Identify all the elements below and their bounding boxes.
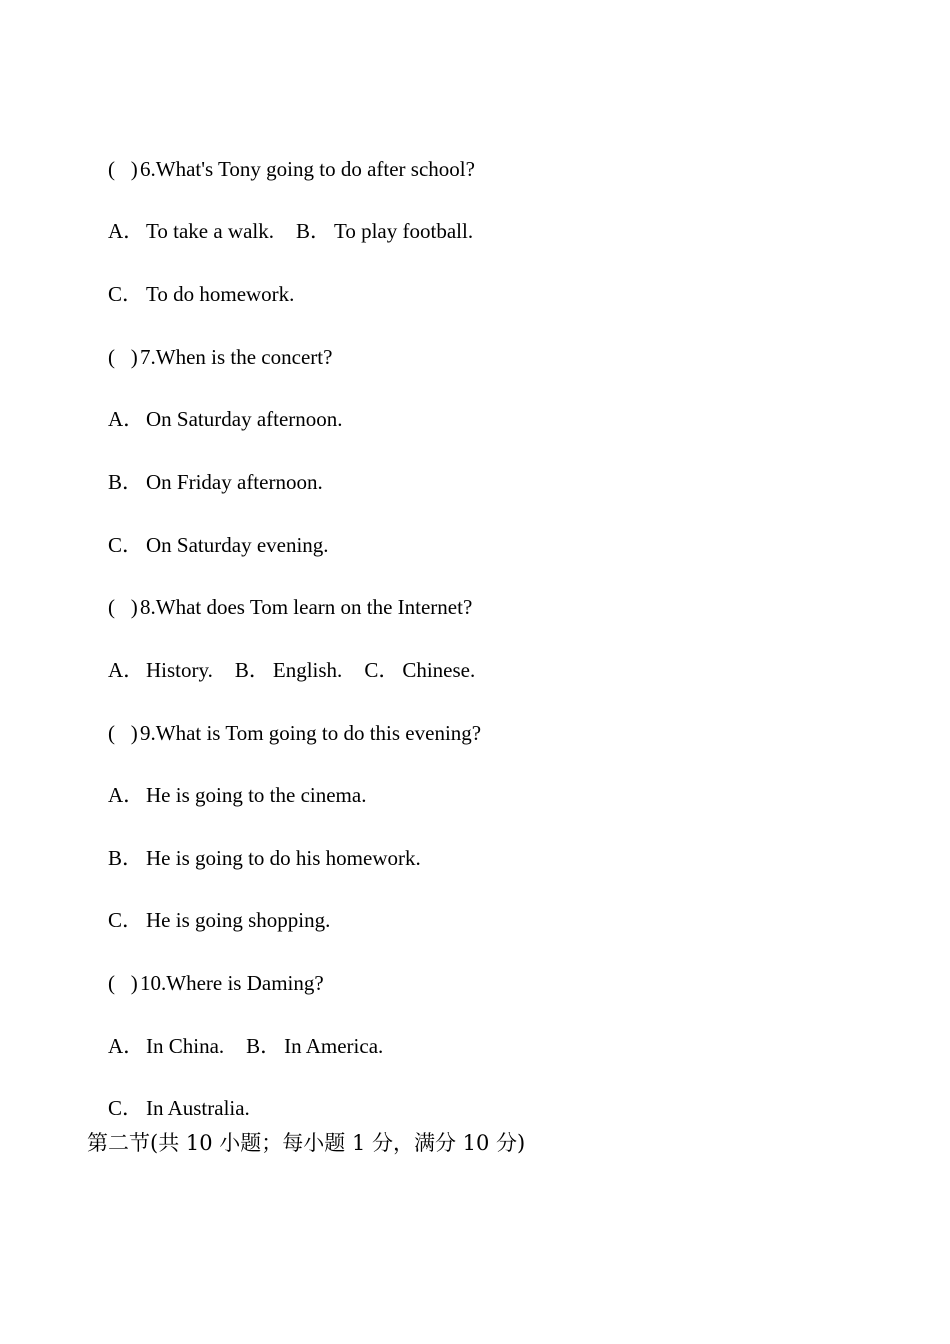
option-letter: A． [108,407,145,431]
option-letter: C． [108,282,144,306]
option-text: On Friday afternoon. [146,470,323,494]
answer-blank: ( ) [108,971,138,995]
option-letter: C． [108,533,144,557]
option-letter: B． [108,470,144,494]
section-heading: 第二节(共 10 小题；每小题 1 分，满分 10 分) [87,1131,526,1155]
option-text: To take a walk. [146,219,274,243]
option-letter: C． [364,658,400,682]
option-text: He is going to the cinema. [146,783,367,807]
answer-blank: ( ) [108,721,138,745]
question-text: 9.What is Tom going to do this evening? [140,721,482,745]
option-text: History. [146,658,213,682]
option-letter: A． [108,658,145,682]
option-letter: B． [234,658,270,682]
option-text: English. [272,658,343,682]
option-text: He is going to do his homework. [146,846,421,870]
question-text: 7.When is the concert? [140,345,333,369]
option-letter: A． [108,783,145,807]
option-text: On Saturday evening. [146,533,329,557]
option-letter: C． [108,908,144,932]
answer-blank: ( ) [108,157,138,181]
option-text: To do homework. [146,282,295,306]
question-text: 6.What's Tony going to do after school? [140,157,475,181]
option-letter: B． [295,219,331,243]
option-text: In America. [284,1034,384,1058]
option-text: In China. [146,1034,225,1058]
answer-blank: ( ) [108,595,138,619]
option-letter: B． [108,846,144,870]
option-letter: A． [108,1034,145,1058]
question-text: 8.What does Tom learn on the Internet? [140,595,473,619]
option-text: To play football. [333,219,474,243]
answer-blank: ( ) [108,345,138,369]
option-text: On Saturday afternoon. [146,407,343,431]
question-text: 10.Where is Daming? [140,971,324,995]
option-text: Chinese. [402,658,476,682]
option-text: In Australia. [146,1096,250,1120]
option-letter: A． [108,219,145,243]
option-text: He is going shopping. [146,908,331,932]
option-letter: B． [246,1034,282,1058]
option-letter: C． [108,1096,144,1120]
